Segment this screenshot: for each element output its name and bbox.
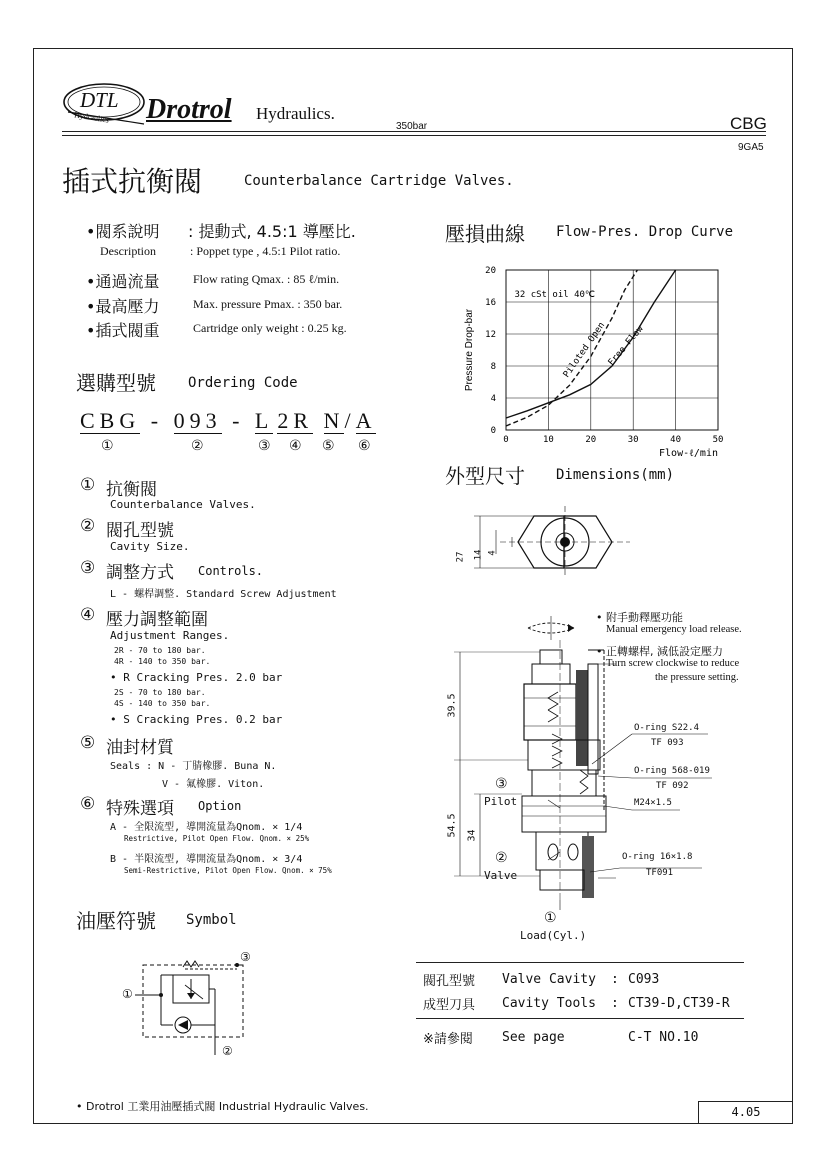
model-code: CBG [730,114,767,133]
range-4r: 4R - 140 to 350 bar. [114,657,211,666]
code-control: L [254,408,274,433]
option-b-en: Semi-Restrictive, Pilot Open Flow. Qnom. × 75% [124,866,332,875]
code-num-6: ⑥ [358,438,371,454]
option-3-cn: 調整方式 [106,563,174,583]
title-en: Counterbalance Cartridge Valves. [244,173,514,189]
callout-tf-3: TF091 [646,868,674,878]
dim-14: 14 [473,549,484,561]
cavity-label-en: Valve Cavity [502,972,596,987]
chart-ytick-label: 20 [485,266,496,276]
spec-weight-label: •插式閥重 [86,321,160,340]
tools-value: CT39-D,CT39-R [628,996,730,1011]
code-num-2: ② [191,438,204,454]
series-label-free-flow: Free Flow [606,324,646,368]
range-2r: 2R - 70 to 180 bar. [114,646,206,655]
chart-xtick-label: 10 [542,435,554,445]
option-4-cn: 壓力調整範圍 [106,610,208,630]
option-3-en: Controls. [198,564,264,578]
ordering-code [80,408,376,434]
code-cavity: 093 [173,408,222,433]
chart-title-en: Flow-Pres. Drop Curve [556,224,734,240]
code-dash: - [232,408,245,433]
chart-ytick-label: 8 [490,362,496,372]
option-2-en: Cavity Size. [110,540,190,553]
cavity-table-top-rule [416,962,744,963]
option-2-cn: 閥孔型號 [106,521,174,541]
spec-pressure-label: •最高壓力 [86,297,160,316]
code-series: CBG [80,408,141,433]
dim-39-5: 39.5 [446,693,458,718]
option-5-cn: 油封材質 [106,738,174,758]
chart-ytick-label: 4 [490,394,496,404]
spec-weight-value: Cartridge only weight : 0.25 kg. [193,321,347,335]
chart-xtick-label: 20 [585,435,597,445]
note-1-cn: • 附手動釋壓功能 [596,611,683,624]
option-a: A - 全限流型, 導開流量為Qnom. × 1/4 [110,822,303,833]
chart-ytick-label: 12 [485,330,496,340]
chart-ytick-label: 16 [485,298,496,308]
reference-label-cn: ※請參閱 [423,1032,473,1047]
port-3-label: Pilot [484,795,518,808]
dim-4: 4 [487,550,498,556]
code-slash: / [344,408,356,433]
option-1-cn: 抗衡閥 [106,480,157,500]
valve-section [522,640,616,900]
code-option: A [355,408,377,433]
dim-34: 34 [466,829,478,842]
callout-thread: M24×1.5 [634,798,672,808]
code-range: 2R [277,408,314,433]
port-1-num: ① [544,910,557,926]
note-2-en: Turn screw clockwise to reduce [606,658,740,669]
note-2-en2: the pressure setting. [655,672,739,683]
option-1-en: Counterbalance Valves. [110,498,256,511]
option-6-en: Option [198,799,242,813]
port-2-num: ② [495,850,508,866]
spec-desc-value: : 提動式, 4.5:1 導壓比. [188,222,356,241]
chart-xtick-label: 30 [627,435,639,445]
code-num-3: ③ [258,438,271,454]
callout-oring-3: O-ring 16×1.8 [622,852,693,862]
dim-27: 27 [455,551,466,563]
option-4-num: ④ [80,605,96,625]
ordering-heading-en: Ordering Code [188,375,298,391]
note-2-cn: • 正轉螺桿, 減低設定壓力 [596,645,723,658]
symbol-heading-cn: 油壓符號 [76,909,156,933]
spec-flow-label: •通過流量 [86,272,160,291]
code-num-1: ① [101,438,114,454]
callout-oring-1: O-ring S22.4 [634,723,700,733]
dim-heading-en: Dimensions(mm) [556,467,675,483]
brand-name: Drotrol [146,94,232,125]
spec-desc-value-en: : Poppet type , 4.5:1 Pilot ratio. [190,244,341,258]
dim-54-5: 54.5 [446,813,458,838]
cavity-value: C093 [628,972,660,987]
option-3-num: ③ [80,558,96,578]
option-6-cn: 特殊選項 [106,799,174,819]
flow-pressure-chart [460,262,760,462]
option-a-en: Restrictive, Pilot Open Flow. Qnom. × 25% [124,834,310,843]
spec-pressure-value: Max. pressure Pmax. : 350 bar. [193,297,343,311]
tools-sep: : [611,996,619,1011]
cavity-sep: : [611,972,619,987]
header-rule [62,131,766,132]
code-num-5: ⑤ [322,438,335,454]
option-1-num: ① [80,475,96,495]
seal-n: Seals : N - 丁腈橡膠. Buna N. [110,761,277,772]
chart-annotation: 32 cSt oil 40℃ [514,290,596,301]
title-cn: 插式抗衡閥 [62,165,203,198]
symbol-heading-en: Symbol [186,912,237,928]
seal-v: V - 氟橡膠. Viton. [162,779,265,790]
spec-flow-value: Flow rating Qmax. : 85 ℓ/min. [193,272,340,286]
cavity-label-cn: 閥孔型號 [423,974,476,989]
option-5-num: ⑤ [80,733,96,753]
series-label-piloted-open: Piloted Open [561,320,608,380]
option-2-num: ② [80,516,96,536]
note-1-en: Manual emergency load release. [606,624,742,635]
valve-drawing [440,500,780,950]
port-3-num: ③ [495,776,508,792]
chart-xtick-label: 0 [503,435,509,445]
symbol-port-3: ③ [240,950,251,964]
series-code: 9GA5 [738,142,764,153]
range-s-cracking: • S Cracking Pres. 0.2 bar [110,713,283,726]
spec-desc-label: •閥系說明 [86,222,160,241]
tools-label-en: Cavity Tools [502,996,596,1011]
spec-desc-label-en: Description [100,244,156,258]
option-3-line: L - 螺桿調整. Standard Screw Adjustment [110,589,337,600]
chart-y-axis-label: Pressure Drop-bar [464,308,475,392]
callout-tf-1: TF 093 [651,738,684,748]
chart-title-cn: 壓損曲線 [445,222,525,246]
option-4-en: Adjustment Ranges. [110,629,230,642]
brand-suffix: Hydraulics. [256,104,335,123]
range-4s: 4S - 140 to 350 bar. [114,699,211,708]
code-seal: N [323,408,345,433]
code-dash: - [150,408,164,433]
chart-xtick-label: 50 [712,435,724,445]
pressure-rating: 350bar [396,121,428,132]
page-number: 4.05 [698,1101,793,1124]
option-b: B - 半限流型, 導開流量為Qnom. × 3/4 [110,854,303,865]
port-2-label: Valve [484,869,518,882]
chart-x-axis-label: Flow-ℓ/min [659,448,718,459]
reference-link[interactable]: C-T NO.10 [628,1030,699,1045]
callout-tf-2: TF 092 [656,781,689,791]
dim-heading-cn: 外型尺寸 [445,464,525,488]
callout-oring-2: O-ring 568-019 [634,766,710,776]
range-2s: 2S - 70 to 180 bar. [114,688,206,697]
code-num-4: ④ [289,438,302,454]
footer-text: • Drotrol 工業用油壓插式閥 Industrial Hydraulic Valves. [76,1100,369,1113]
reference-label-en: See page [502,1030,565,1045]
symbol-port-2: ② [222,1044,233,1058]
option-6-num: ⑥ [80,794,96,814]
ordering-heading-cn: 選購型號 [76,371,156,395]
chart-xtick-label: 40 [670,435,682,445]
logo-sub: Hydraulics [73,110,110,125]
header-rule-2 [62,135,766,136]
symbol-port-1: ① [122,987,133,1001]
range-r-cracking: • R Cracking Pres. 2.0 bar [110,671,283,684]
tools-label-cn: 成型刀具 [423,998,476,1013]
valve-top-view [474,506,630,578]
chart-ytick-label: 0 [490,426,496,436]
cavity-table-mid-rule [416,1018,744,1019]
port-1-label: Load(Cyl.) [520,929,587,942]
logo-abbr: DTL [80,88,119,112]
